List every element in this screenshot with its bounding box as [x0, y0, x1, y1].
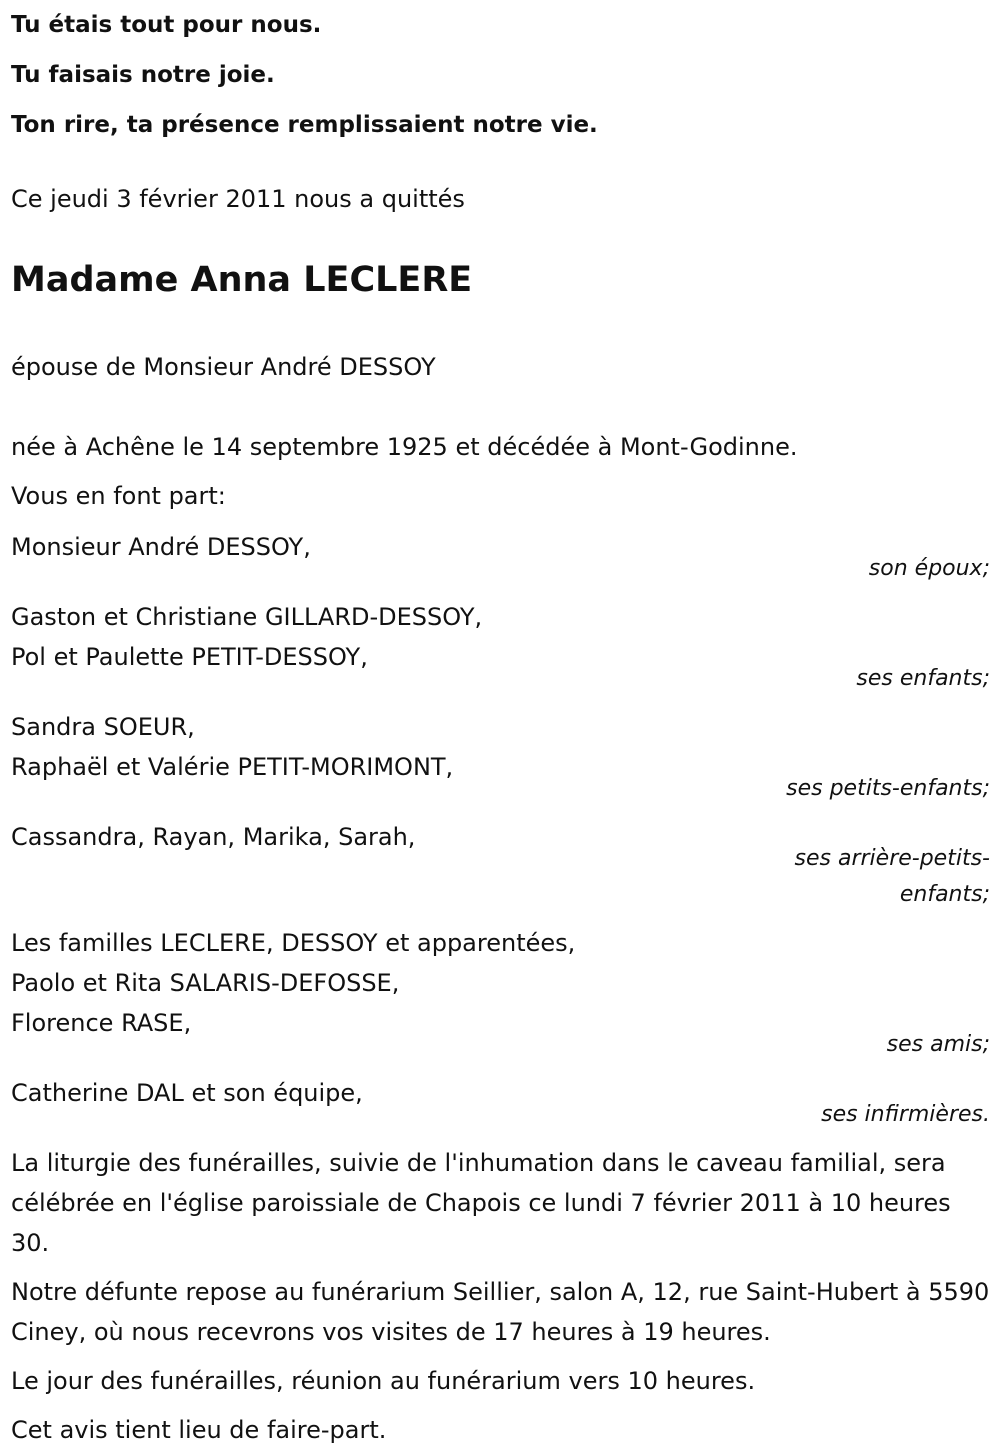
mourner-name: Monsieur André DESSOY, [11, 533, 311, 561]
mourner-group-nurses [11, 1073, 990, 1133]
mourner-name: Raphaël et Valérie PETIT-MORIMONT, [11, 753, 454, 781]
mourner-group-children [11, 597, 990, 697]
relation-label: ses infirmières. [821, 1102, 990, 1127]
relation-label: ses amis; [886, 1032, 990, 1057]
poem-line-2: Tu faisais notre joie. [11, 62, 275, 88]
funeral-day-paragraph: Le jour des funérailles, réunion au funérarium vers 10 heures. [11, 1367, 756, 1395]
relation-label: ses petits-enfants; [786, 776, 990, 801]
mourner-groups [11, 527, 990, 1133]
liturgy-paragraph: La liturgie des funérailles, suivie de l'inhumation dans le caveau familial, sera célébrée en l'église paroissiale de Chapois ce lundi 7 février 2011 à 10 heures 30. [11, 1149, 951, 1257]
intro-line: Ce jeudi 3 février 2011 nous a quittés [11, 185, 465, 213]
mourner-group-great-grandchildren [11, 817, 990, 913]
notice-paragraph: Cet avis tient lieu de faire-part. [11, 1416, 387, 1444]
mourner-name: Florence RASE, [11, 1009, 192, 1037]
poem-line-3: Ton rire, ta présence remplissaient notre vie. [11, 112, 598, 138]
relation-label: ses enfants; [856, 666, 990, 691]
poem-line-1: Tu étais tout pour nous. [11, 12, 322, 38]
mourner-name: Sandra SOEUR, [11, 713, 195, 741]
mourner-name: Catherine DAL et son équipe, [11, 1079, 363, 1107]
deceased-name: Madame Anna LECLERE [11, 260, 473, 300]
relation-label: ses arrière-petits-enfants; [794, 846, 990, 907]
announce-label: Vous en font part: [11, 482, 226, 510]
funeral-home-paragraph: Notre défunte repose au funérarium Seillier, salon A, 12, rue Saint-Hubert à 5590 Ciney, où nous recevrons vos visites de 17 heures à 19 heures. [11, 1278, 990, 1346]
birth-death-line: née à Achêne le 14 septembre 1925 et décédée à Mont-Godinne. [11, 433, 798, 461]
mourner-name: Cassandra, Rayan, Marika, Sarah, [11, 823, 416, 851]
poem [11, 0, 990, 142]
mourner-group-grandchildren [11, 707, 990, 807]
relation-label: son époux; [868, 556, 990, 581]
mourner-group-spouse [11, 527, 990, 587]
spouse-line: épouse de Monsieur André DESSOY [11, 353, 436, 381]
mourner-name: Gaston et Christiane GILLARD-DESSOY, [11, 603, 483, 631]
mourner-group-friends [11, 923, 990, 1063]
mourner-name: Pol et Paulette PETIT-DESSOY, [11, 643, 368, 671]
mourner-name: Les familles LECLERE, DESSOY et apparentées, [11, 929, 576, 957]
mourner-name: Paolo et Rita SALARIS-DEFOSSE, [11, 969, 400, 997]
